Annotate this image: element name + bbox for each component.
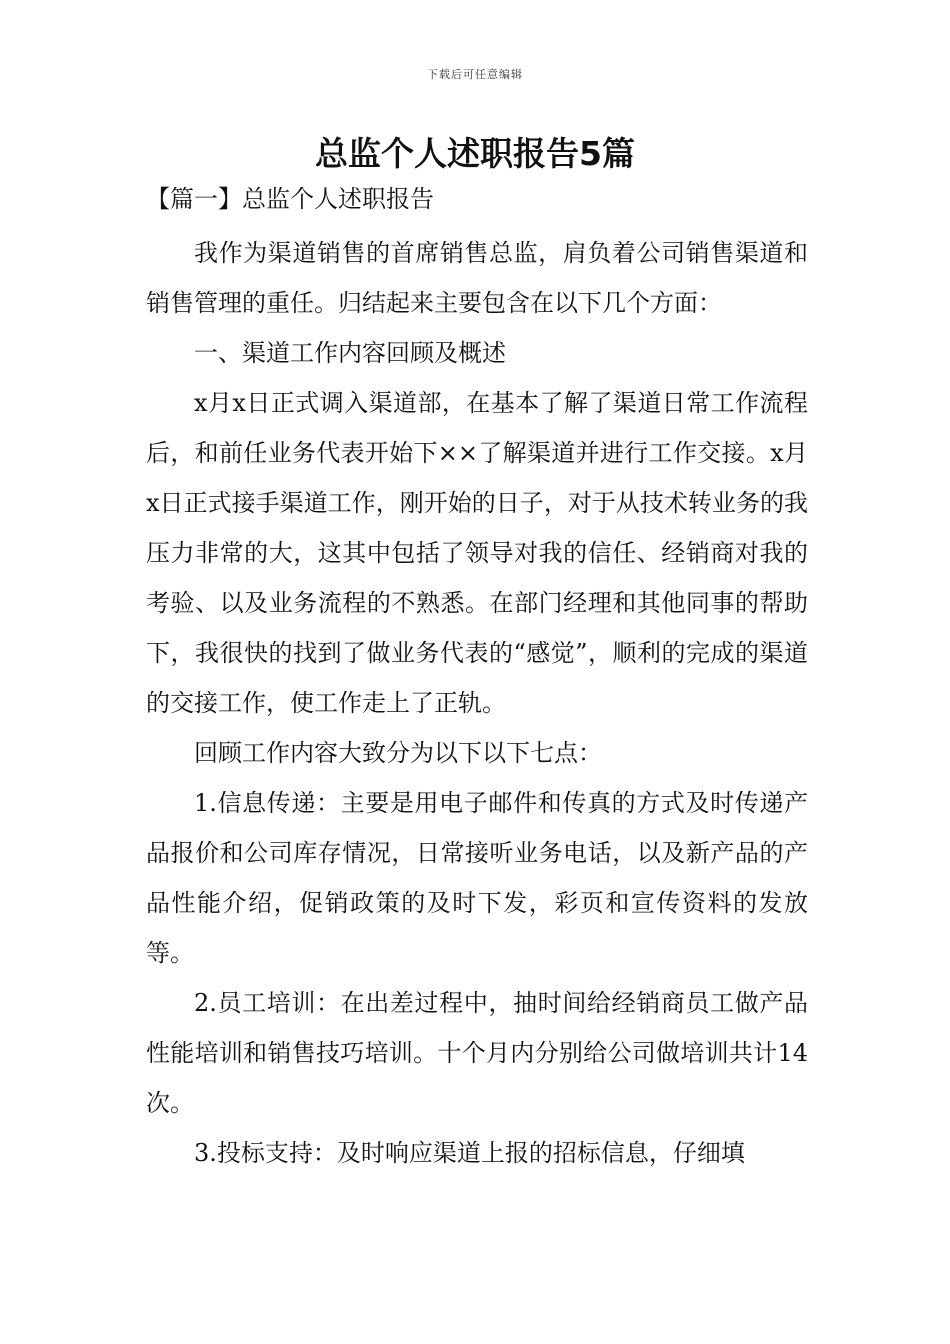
list-item: 1.信息传递：主要是用电子邮件和传真的方式及时传递产品报价和公司库存情况，日常接听业务电话，以及新产品的产品性能介绍，促销政策的及时下发，彩页和宣传资料的发放等。 xyxy=(146,789,808,967)
document-title: 总监个人述职报告5篇 xyxy=(315,134,635,173)
section-heading: 【篇一】总监个人述职报告 xyxy=(146,185,434,213)
document-body xyxy=(146,228,808,1178)
subheading: 一、渠道工作内容回顾及概述 xyxy=(194,339,506,367)
paragraph: 回顾工作内容大致分为以下以下七点： xyxy=(194,739,602,767)
paragraph: x月x日正式调入渠道部，在基本了解了渠道日常工作流程后，和前任业务代表开始下××了解渠道并进行工作交接。x月x日正式接手渠道工作，刚开始的日子，对于从技术转业务的我压力非常的大，这其中包括了领导对我的信任、经销商对我的考验、以及业务流程的不熟悉。在部门经理和其他同事的帮助下，我很快的找到了做业务代表的“感觉”，顺利的完成的渠道的交接工作，使工作走上了正轨。 xyxy=(146,389,808,717)
list-item: 2.员工培训：在出差过程中，抽时间给经销商员工做产品性能培训和销售技巧培训。十个月内分别给公司做培训共计14次。 xyxy=(146,989,808,1117)
paragraph: 我作为渠道销售的首席销售总监，肩负着公司销售渠道和销售管理的重任。归结起来主要包含在以下几个方面： xyxy=(146,239,808,317)
list-item: 3.投标支持：及时响应渠道上报的招标信息，仔细填 xyxy=(194,1139,745,1167)
header-note: 下载后可任意编辑 xyxy=(427,68,523,81)
